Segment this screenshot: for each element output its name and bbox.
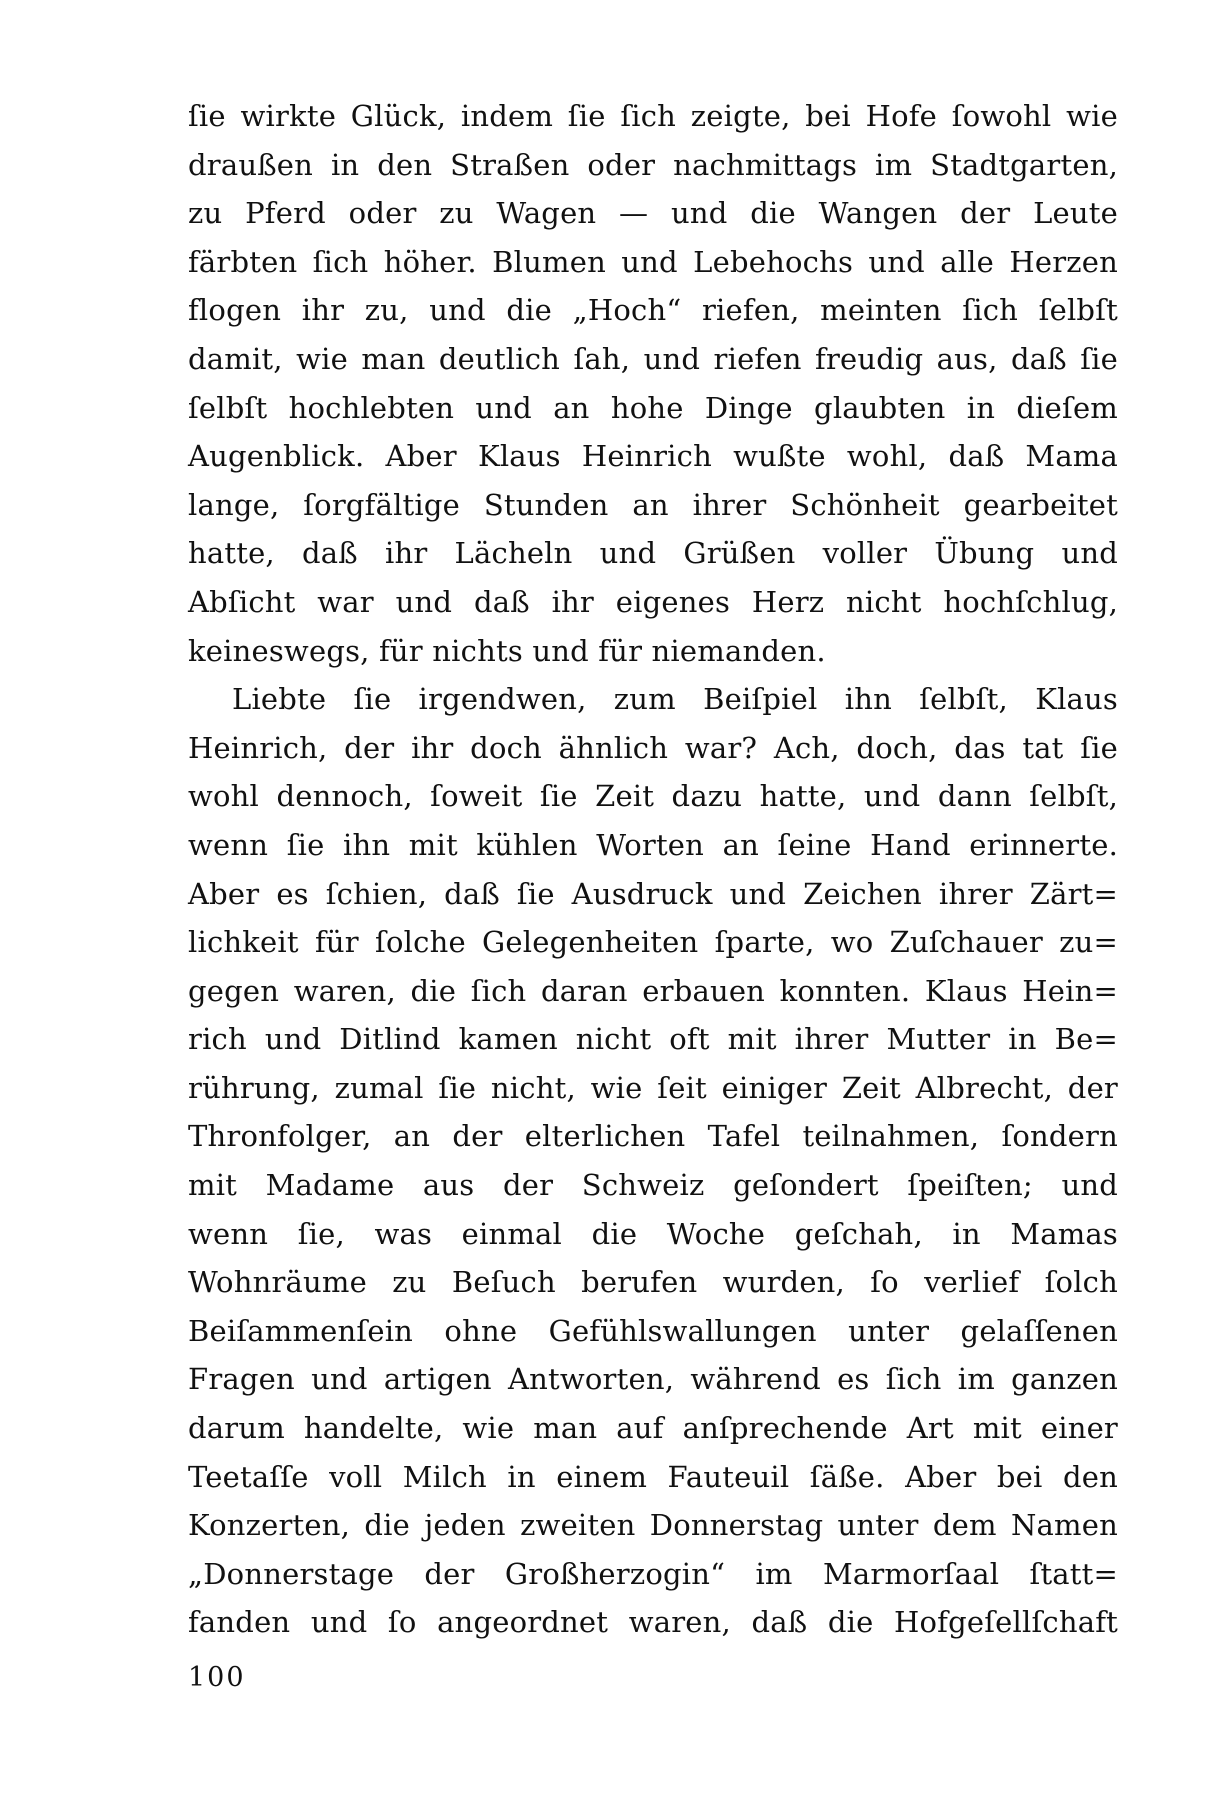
text-line: wenn ſie ihn mit kühlen Worten an ſeine Hand erinnerte. [188, 827, 1118, 862]
text-line: zu Pferd oder zu Wagen — und die Wangen der Leute [188, 196, 1118, 231]
text-line: fanden und ſo angeordnet waren, daß die Hofgeſellſchaft [188, 1605, 1118, 1640]
page-number: 100 [188, 1662, 246, 1693]
text-line: Aber es ſchien, daß ſie Ausdruck und Zeichen ihrer Zärt= [188, 876, 1118, 911]
body-text [188, 92, 1118, 1647]
text-line: rührung, zumal ſie nicht, wie ſeit einiger Zeit Albrecht, der [188, 1070, 1118, 1105]
text-line: ſelbſt hochlebten und an hohe Dinge glaubten in dieſem [188, 390, 1118, 425]
text-line: darum handelte, wie man auf anſprechende Art mit einer [188, 1411, 1118, 1446]
text-line: „Donnerstage der Großherzogin“ im Marmorſaal ſtatt= [188, 1556, 1118, 1591]
text-line: damit, wie man deutlich ſah, und riefen freudig aus, daß ſie [188, 341, 1118, 376]
text-line: keineswegs, für nichts und für niemanden. [188, 633, 826, 668]
text-line: Augenblick. Aber Klaus Heinrich wußte wohl, daß Mama [188, 439, 1118, 474]
text-line: wenn ſie, was einmal die Woche geſchah, in Mamas [188, 1216, 1118, 1251]
text-line: Thronfolger, an der elterlichen Tafel teilnahmen, ſondern [188, 1119, 1118, 1154]
text-line: färbten ſich höher. Blumen und Lebehochs und alle Herzen [188, 244, 1118, 279]
text-line: Beiſammenſein ohne Gefühlswallungen unter gelaſſenen [188, 1313, 1118, 1348]
text-line: lange, ſorgfältige Stunden an ihrer Schönheit gearbeitet [188, 487, 1118, 522]
text-line: lichkeit für ſolche Gelegenheiten ſparte, wo Zuſchauer zu= [188, 925, 1118, 960]
text-line: Heinrich, der ihr doch ähnlich war? Ach, doch, das tat ſie [188, 730, 1118, 765]
text-line: ſie wirkte Glück, indem ſie ſich zeigte, bei Hofe ſowohl wie [188, 99, 1118, 133]
text-line: Liebte ſie irgendwen, zum Beiſpiel ihn ſelbſt, Klaus [232, 682, 1118, 717]
text-line: Fragen und artigen Antworten, während es ſich im ganzen [188, 1362, 1118, 1397]
text-line: draußen in den Straßen oder nachmittags im Stadtgarten, [188, 147, 1118, 182]
text-line: Teetaſſe voll Milch in einem Fauteuil ſäße. Aber bei den [188, 1459, 1118, 1494]
text-line: gegen waren, die ſich daran erbauen konnten. Klaus Hein= [188, 973, 1118, 1008]
text-line: wohl dennoch, ſoweit ſie Zeit dazu hatte, und dann ſelbſt, [188, 779, 1118, 814]
text-line: Konzerten, die jeden zweiten Donnerstag unter dem Namen [188, 1508, 1118, 1543]
text-line: rich und Ditlind kamen nicht oft mit ihrer Mutter in Be= [188, 1022, 1118, 1057]
text-line: mit Madame aus der Schweiz geſondert ſpeiſten; und [188, 1168, 1118, 1203]
text-line: hatte, daß ihr Lächeln und Grüßen voller Übung und [188, 536, 1118, 571]
text-line: Wohnräume zu Beſuch berufen wurden, ſo verlief ſolch [188, 1265, 1118, 1300]
text-line: Abſicht war und daß ihr eigenes Herz nicht hochſchlug, [188, 584, 1118, 619]
text-line: flogen ihr zu, und die „Hoch“ riefen, meinten ſich ſelbſt [188, 293, 1118, 328]
